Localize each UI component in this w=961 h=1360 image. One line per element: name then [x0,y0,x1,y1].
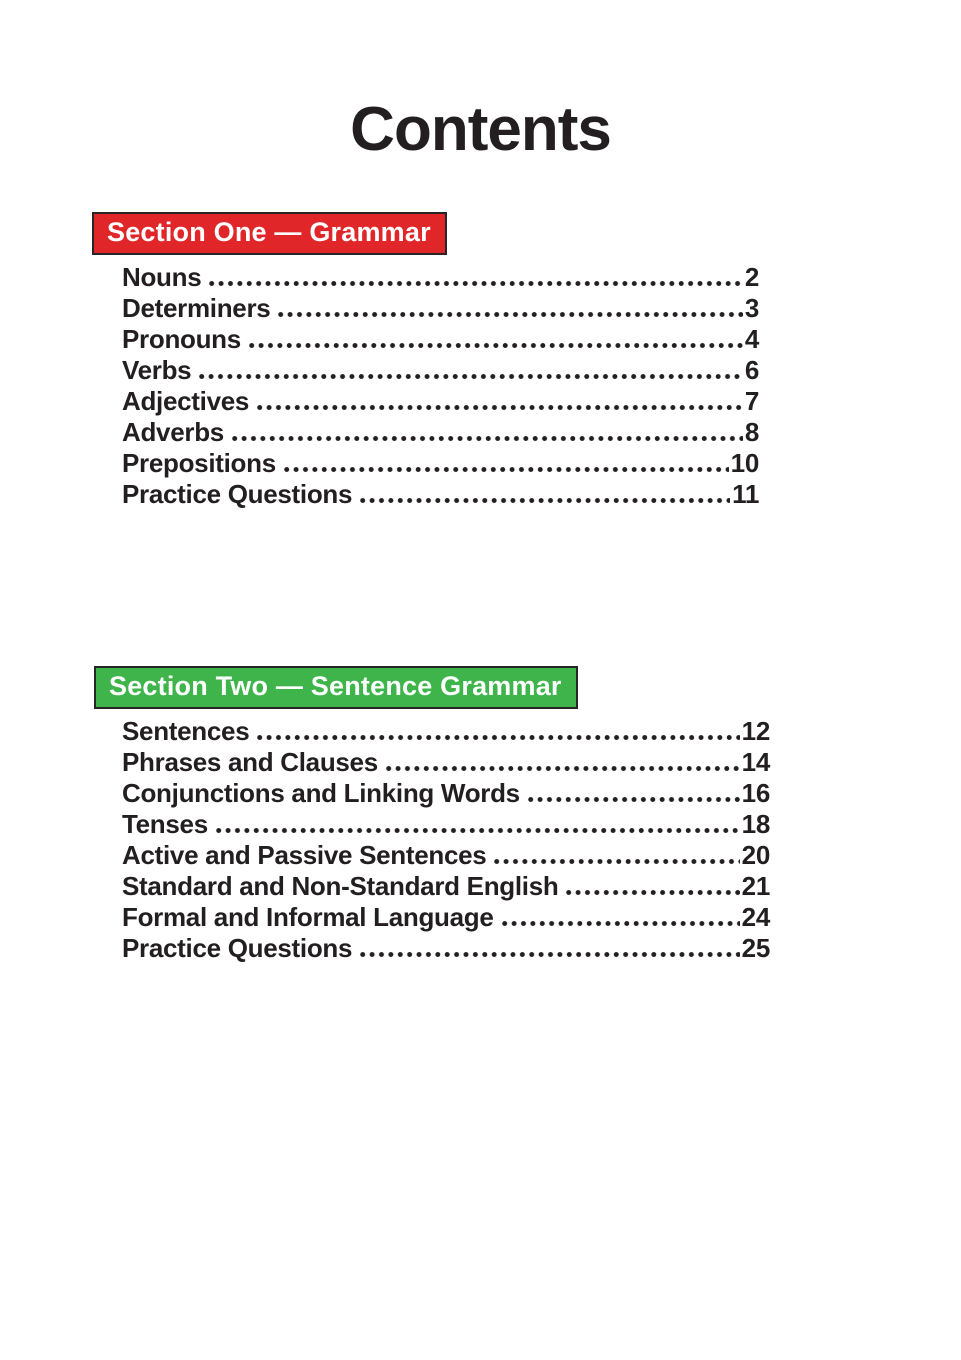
toc-row [122,840,770,871]
toc-row [122,933,770,964]
toc-entry-page-number: 14 [741,747,770,777]
toc-entry-page-number: 20 [741,840,770,870]
toc-entry-page-number: 7 [744,386,759,416]
toc-entry-title: Active and Passive Sentences [122,840,487,870]
toc-row [122,448,759,479]
dotted-leader [214,825,740,836]
toc-entry-title: Conjunctions and Linking Words [122,778,520,808]
toc-entry-title: Standard and Non-Standard English [122,871,559,901]
section-banner: Section One — Grammar [92,212,447,255]
toc-entry-title: Formal and Informal Language [122,902,494,932]
toc-entry-title: Phrases and Clauses [122,747,378,777]
toc-entry-page-number: 24 [741,902,770,932]
toc-entry-page-number: 21 [741,871,770,901]
toc-section [92,212,759,510]
dotted-leader [492,856,739,867]
dotted-leader [282,464,729,475]
toc-entry-title: Verbs [122,355,192,385]
toc-row [122,293,759,324]
toc-row [122,778,770,809]
toc-entry-title: Sentences [122,716,250,746]
dotted-leader [207,278,742,289]
dotted-leader [564,887,739,898]
toc-entry-page-number: 11 [732,479,759,509]
toc-row [122,386,759,417]
toc-row [122,417,759,448]
toc-entry-title: Nouns [122,262,202,292]
toc-entry-page-number: 25 [741,933,770,963]
dotted-leader [255,732,739,743]
toc-entry-page-number: 3 [744,293,759,323]
toc-list [122,262,759,510]
toc-entry-title: Pronouns [122,324,241,354]
toc-row [122,324,759,355]
section-banner: Section Two — Sentence Grammar [94,666,578,709]
toc-entry-page-number: 16 [741,778,770,808]
toc-entry-title: Adverbs [122,417,224,447]
dotted-leader [276,309,742,320]
toc-row [122,747,770,778]
toc-entry-title: Practice Questions [122,933,353,963]
toc-row [122,809,770,840]
toc-entry-title: Practice Questions [122,479,353,509]
toc-entry-page-number: 8 [744,417,759,447]
dotted-leader [358,495,730,506]
toc-entry-title: Prepositions [122,448,276,478]
toc-entry-page-number: 6 [744,355,759,385]
toc-row [122,262,759,293]
dotted-leader [358,949,740,960]
dotted-leader [255,402,743,413]
dotted-leader [230,433,743,444]
page-title: Contents [350,94,611,164]
dotted-leader [526,794,740,805]
toc-entry-title: Adjectives [122,386,250,416]
dotted-leader [247,340,743,351]
toc-row [122,479,759,510]
toc-list [122,716,770,964]
toc-section [94,666,770,964]
toc-entry-page-number: 12 [741,716,770,746]
toc-entry-title: Tenses [122,809,208,839]
toc-entry-page-number: 10 [730,448,759,478]
dotted-leader [500,918,740,929]
toc-row [122,716,770,747]
toc-entry-page-number: 18 [741,809,770,839]
toc-entry-title: Determiners [122,293,271,323]
toc-row [122,902,770,933]
toc-row [122,355,759,386]
toc-entry-page-number: 2 [744,262,759,292]
toc-entry-page-number: 4 [744,324,759,354]
dotted-leader [197,371,743,382]
dotted-leader [384,763,740,774]
toc-row [122,871,770,902]
